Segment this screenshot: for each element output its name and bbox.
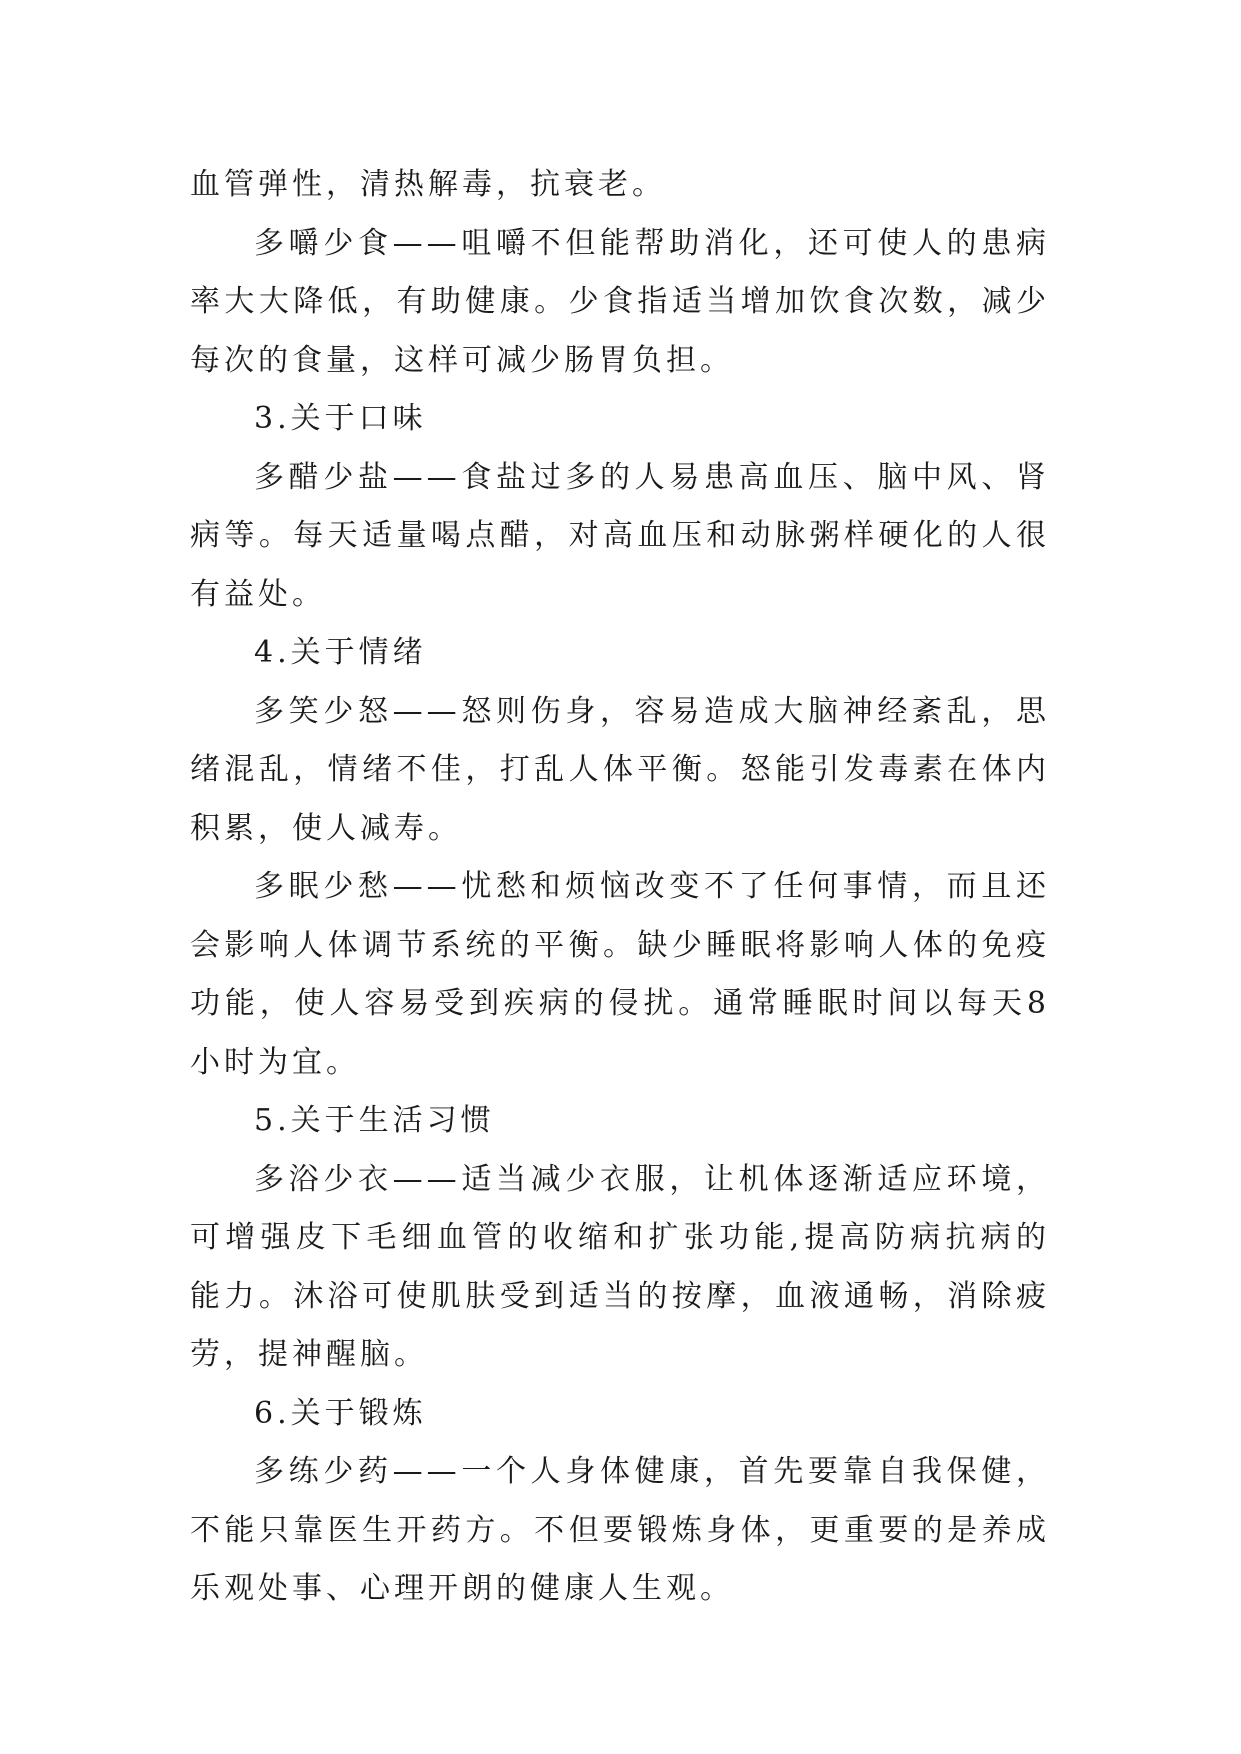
document-body xyxy=(190,156,1050,1619)
paragraph-vinegar-salt: 多醋少盐——食盐过多的人易患高血压、脑中风、肾病等。每天适量喝点醋，对高血压和动脉粥样硬化的人很有益处。 xyxy=(190,459,1050,612)
section-heading-emotion: 4.关于情绪 xyxy=(254,635,427,670)
paragraph-exercise-medicine: 多练少药——一个人身体健康，首先要靠自我保健，不能只靠医生开药方。不但要锻炼身体，更重要的是养成乐观处事、心理开朗的健康人生观。 xyxy=(190,1454,1050,1606)
paragraph-chewing: 多嚼少食——咀嚼不但能帮助消化，还可使人的患病率大大降低，有助健康。少食指适当增加饮食次数，减少每次的食量，这样可减少肠胃负担。 xyxy=(190,225,1050,378)
section-heading-taste: 3.关于口味 xyxy=(254,401,427,436)
paragraph-sleep-worry: 多眠少愁——忧愁和烦恼改变不了任何事情，而且还会影响人体调节系统的平衡。缺少睡眠将影响人体的免疫功能，使人容易受到疾病的侵扰。通常睡眠时间以每天8小时为宜。 xyxy=(190,869,1050,1080)
paragraph-laugh-anger: 多笑少怒——怒则伤身，容易造成大脑神经紊乱，思绪混乱，情绪不佳，打乱人体平衡。怒能引发毒素在体内积累，使人减寿。 xyxy=(190,693,1050,846)
section-heading-habits: 5.关于生活习惯 xyxy=(254,1103,495,1138)
paragraph-continuation: 血管弹性，清热解毒，抗衰老。 xyxy=(190,167,666,202)
paragraph-bath-clothes: 多浴少衣——适当减少衣服，让机体逐渐适应环境，可增强皮下毛细血管的收缩和扩张功能,提高防病抗病的能力。沐浴可使肌肤受到适当的按摩，血液通畅，消除疲劳，提神醒脑。 xyxy=(190,1161,1050,1372)
section-heading-exercise: 6.关于锻炼 xyxy=(254,1395,427,1431)
